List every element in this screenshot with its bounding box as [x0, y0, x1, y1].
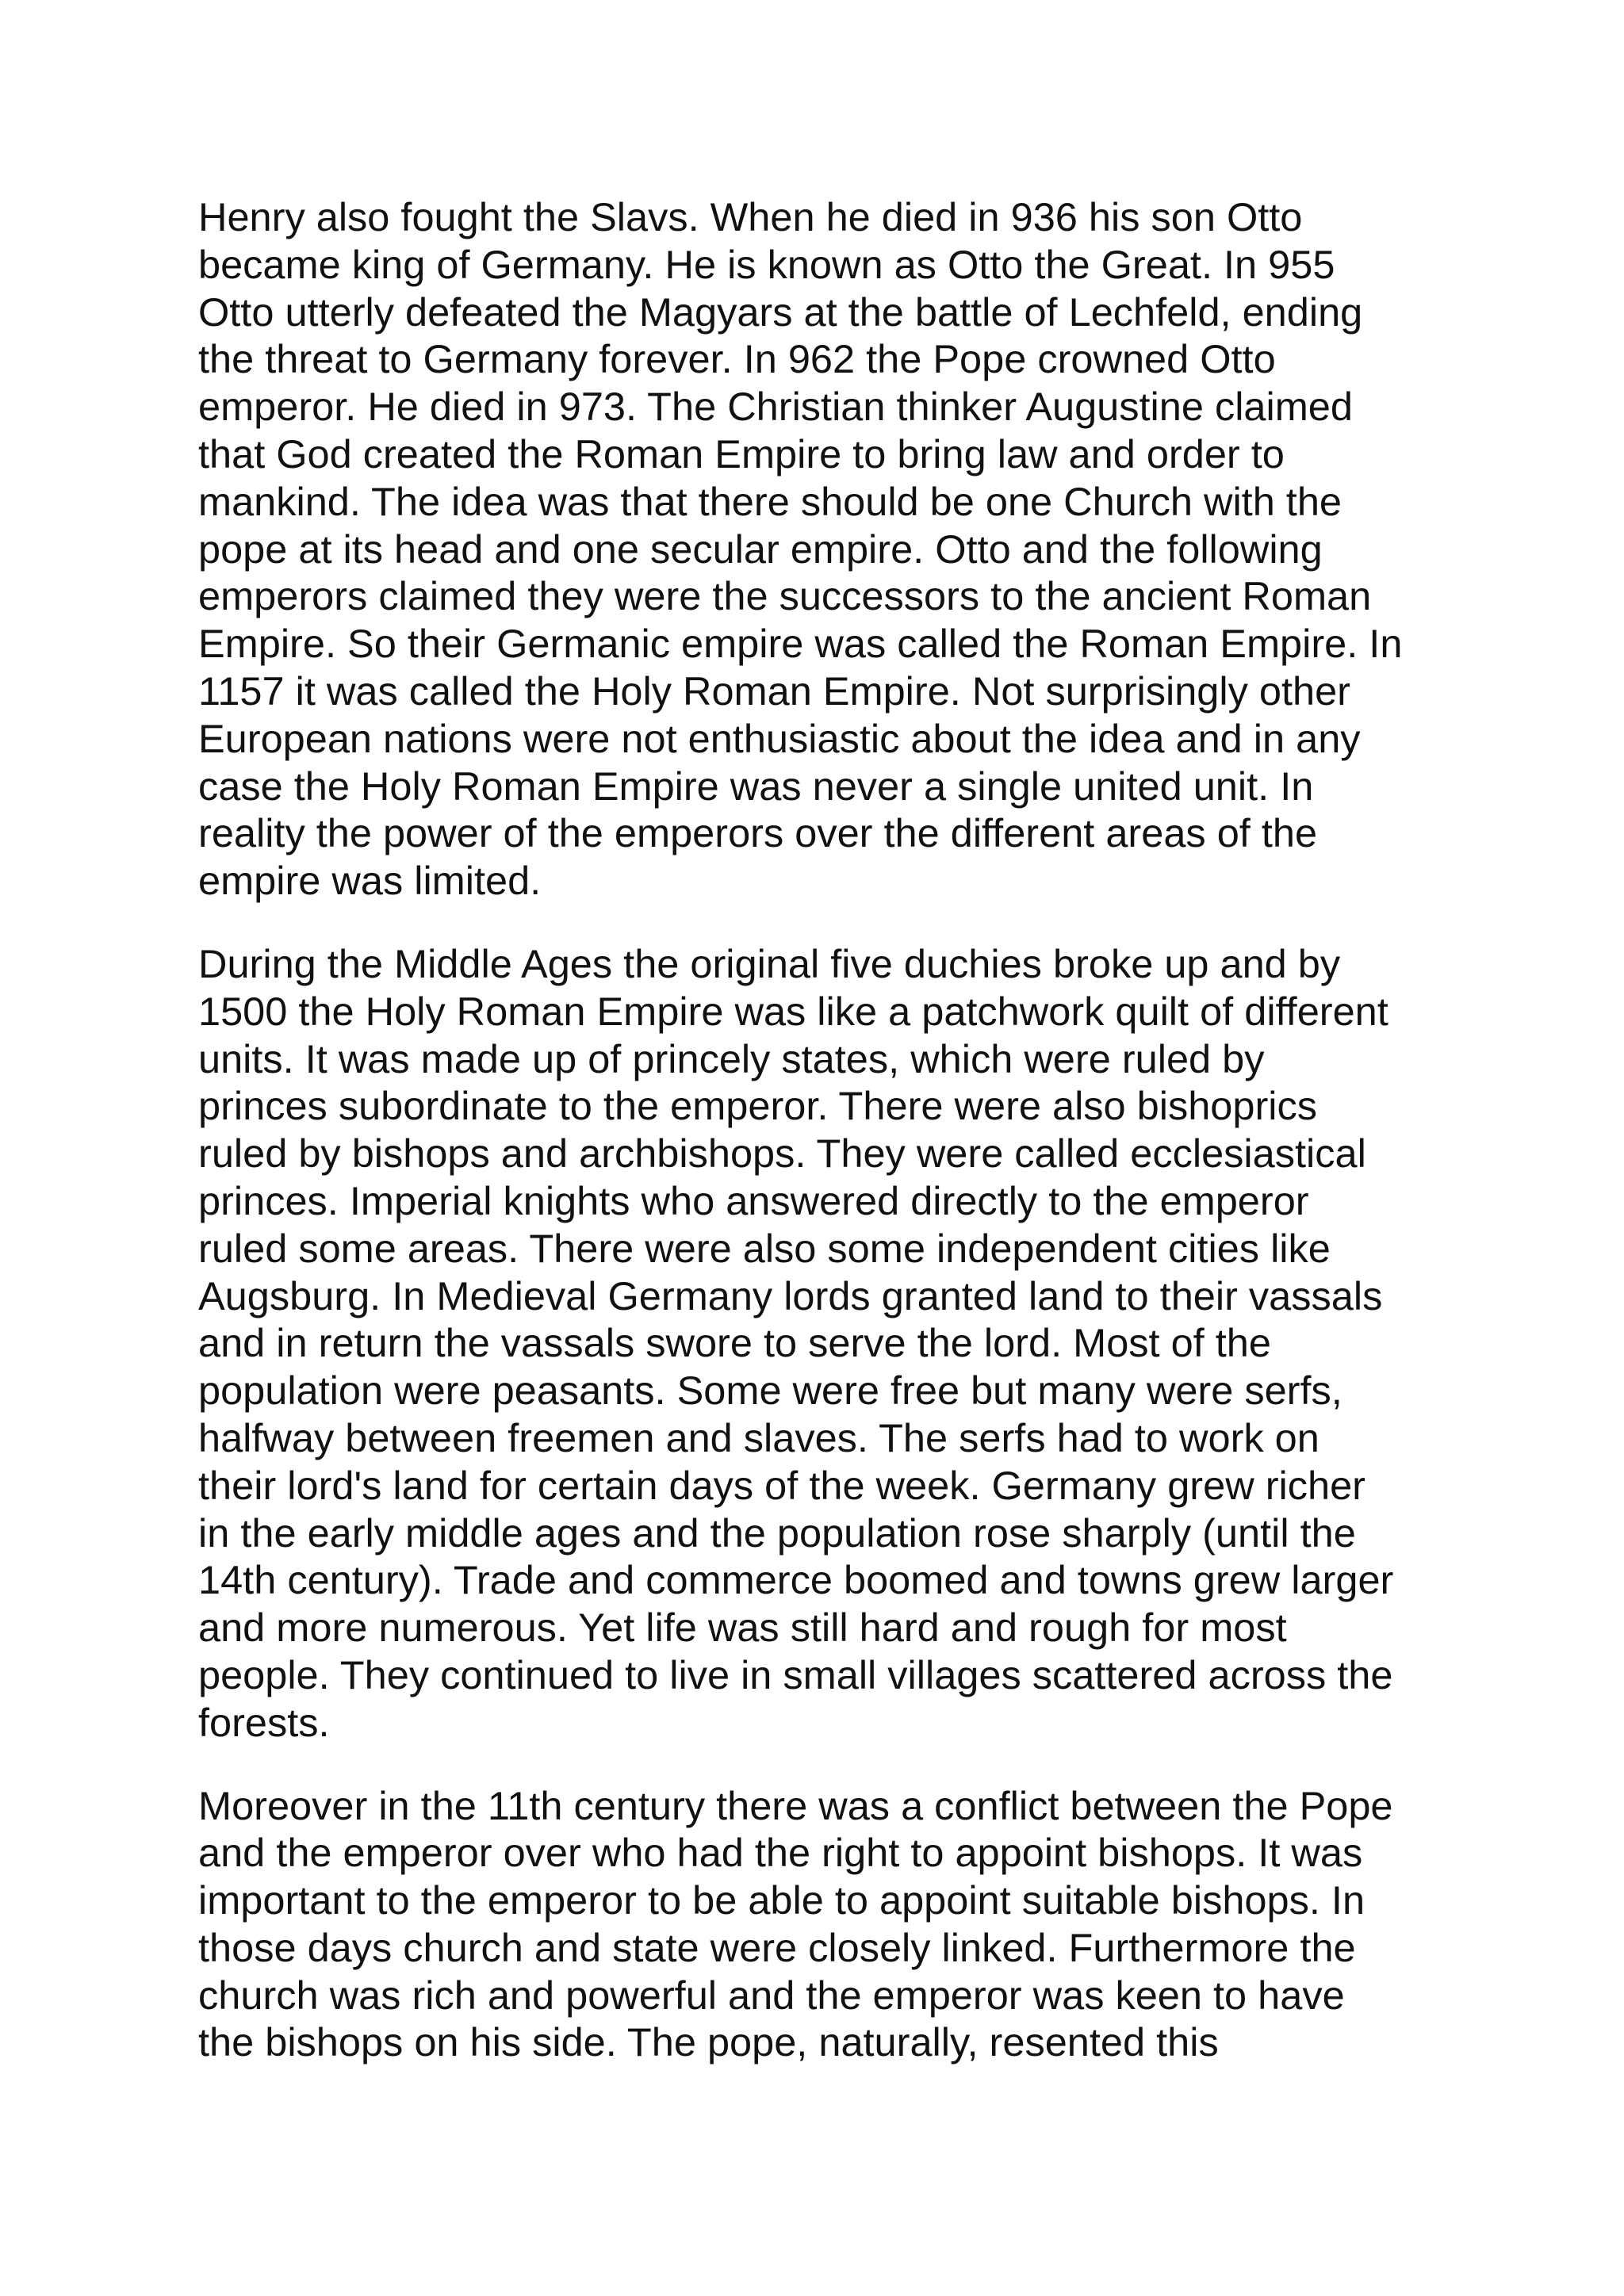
text-line: Otto utterly defeated the Magyars at the battle of Lechfeld, ending [198, 289, 1363, 335]
text-line: Henry also fought the Slavs. When he died in 936 his son Otto [198, 194, 1303, 239]
text-line: those days church and state were closely linked. Furthermore the [198, 1924, 1356, 1970]
text-line: and the emperor over who had the right to appoint bishops. It was [198, 1830, 1363, 1876]
paragraph-3 [198, 1782, 1451, 2067]
text-line: reality the power of the emperors over the different areas of the [198, 810, 1318, 856]
paragraph-1 [198, 193, 1451, 905]
text-line: 14th century). Trade and commerce boomed and towns grew larger [198, 1557, 1394, 1603]
text-line: Moreover in the 11th century there was a conflict between the Pope [198, 1782, 1393, 1828]
text-line: that God created the Roman Empire to bring law and order to [198, 430, 1285, 476]
text-line: princes subordinate to the emperor. There were also bishoprics [198, 1083, 1318, 1129]
text-line: emperor. He died in 973. The Christian thinker Augustine claimed [198, 384, 1353, 430]
text-line: mankind. The idea was that there should be one Church with the [198, 478, 1342, 524]
text-line: and more numerous. Yet life was still hard and rough for most [198, 1605, 1287, 1651]
text-line: During the Middle Ages the original five duchies broke up and by [198, 940, 1341, 986]
text-line: became king of Germany. He is known as Otto the Great. In 955 [198, 241, 1335, 287]
text-line: ruled some areas. There were also some independent cities like [198, 1225, 1331, 1271]
text-line: important to the emperor to be able to appoint suitable bishops. In [198, 1877, 1365, 1923]
text-line: units. It was made up of princely states, which were ruled by [198, 1035, 1265, 1081]
text-line: forests. [198, 1699, 330, 1745]
text-line: emperors claimed they were the successors to the ancient Roman [198, 573, 1372, 619]
document-page [198, 193, 1451, 2066]
paragraph-2 [198, 940, 1451, 1747]
text-line: Empire. So their Germanic empire was called the Roman Empire. In [198, 621, 1403, 667]
text-line: case the Holy Roman Empire was never a single united unit. In [198, 763, 1314, 809]
text-line: 1500 the Holy Roman Empire was like a patchwork quilt of different [198, 988, 1388, 1034]
text-line: in the early middle ages and the population rose sharply (until the [198, 1510, 1356, 1556]
text-line: ruled by bishops and archbishops. They were called ecclesiastical [198, 1131, 1366, 1177]
text-line: empire was limited. [198, 858, 542, 904]
text-line: the threat to Germany forever. In 962 the Pope crowned Otto [198, 336, 1276, 382]
text-line: halfway between freemen and slaves. The serfs had to work on [198, 1414, 1320, 1460]
text-line: and in return the vassals swore to serve the lord. Most of the [198, 1320, 1271, 1366]
text-line: pope at its head and one secular empire. Otto and the following [198, 526, 1323, 572]
text-line: Augsburg. In Medieval Germany lords granted land to their vassals [198, 1272, 1383, 1318]
text-line: 1157 it was called the Holy Roman Empire. Not surprisingly other [198, 668, 1350, 714]
text-line: church was rich and powerful and the emperor was keen to have [198, 1972, 1345, 2018]
text-line: people. They continued to live in small villages scattered across the [198, 1651, 1393, 1697]
text-line: European nations were not enthusiastic about the idea and in any [198, 715, 1361, 761]
text-line: their lord's land for certain days of the week. Germany grew richer [198, 1462, 1365, 1508]
text-line: the bishops on his side. The pope, naturally, resented this [198, 2019, 1219, 2065]
text-line: princes. Imperial knights who answered directly to the emperor [198, 1177, 1309, 1223]
text-line: population were peasants. Some were free but many were serfs, [198, 1368, 1342, 1414]
